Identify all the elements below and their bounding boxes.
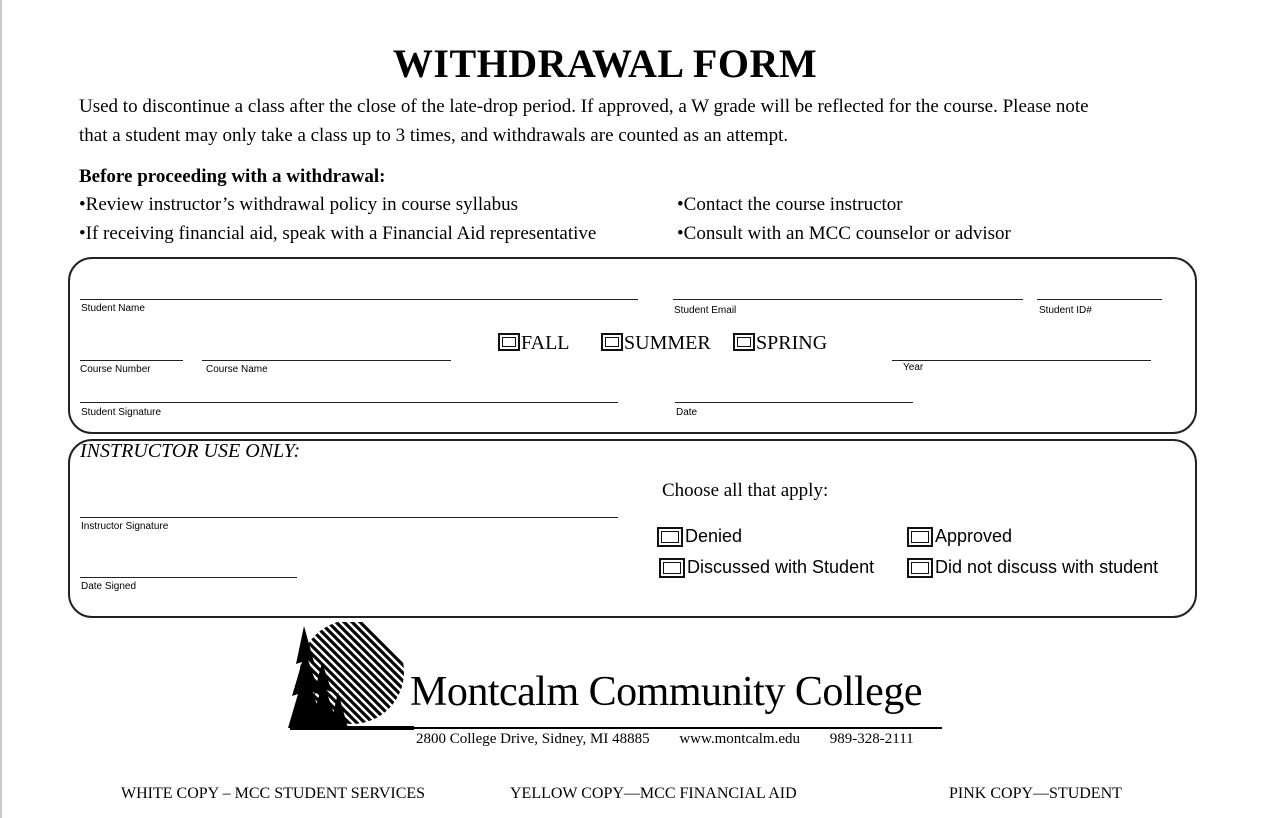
not-discussed-label: Did not discuss with student [935,557,1159,577]
term-summer-option[interactable] [601,332,711,355]
course-name-label: Course Name [206,364,268,375]
year-field[interactable] [892,360,1151,361]
approved-checkbox[interactable] [907,527,933,547]
instructor-signature-field[interactable] [80,517,618,518]
term-spring-option[interactable] [733,332,827,355]
course-number-field[interactable] [80,360,183,361]
term-spring-label: SPRING [756,332,828,354]
option-discussed[interactable] [659,557,874,578]
date-signed-label: Date Signed [81,581,137,592]
college-address: 2800 College Drive, Sidney, MI 48885 [416,731,650,747]
course-number-label: Course Number [80,364,151,375]
term-fall-label: FALL [521,332,570,354]
instructor-signature-label: Instructor Signature [81,521,169,532]
option-approved[interactable] [907,526,1012,547]
contact-line [416,731,940,748]
year-label: Year [903,362,924,373]
term-fall-option[interactable] [498,332,570,355]
college-logo-icon [286,622,416,734]
date-signed-field[interactable] [80,577,297,578]
date-label: Date [676,407,698,418]
bullet-financial-aid: •If receiving financial aid, speak with a Financial Aid representative [79,223,597,244]
choose-all-label: Choose all that apply: [662,480,829,501]
before-heading: Before proceeding with a withdrawal: [79,166,386,187]
option-not-discussed[interactable] [907,557,1158,578]
term-spring-checkbox[interactable] [733,333,755,351]
instructor-heading: INSTRUCTOR USE ONLY: [80,440,301,462]
student-id-field[interactable] [1037,299,1162,300]
discussed-checkbox[interactable] [659,558,685,578]
date-field[interactable] [675,402,913,403]
student-id-label: Student ID# [1039,305,1092,316]
instructor-section-box [68,439,1197,618]
copy-pink: PINK COPY—STUDENT [949,785,1122,802]
discussed-label: Discussed with Student [687,557,875,577]
course-name-field[interactable] [202,360,451,361]
form-title: WITHDRAWAL FORM [392,41,818,86]
student-signature-field[interactable] [80,402,618,403]
college-phone: 989-328-2111 [829,731,914,747]
denied-label: Denied [685,526,743,546]
copy-white: WHITE COPY – MCC STUDENT SERVICES [121,785,426,802]
option-denied[interactable] [657,526,742,547]
bullet-contact-instructor: •Contact the course instructor [677,194,903,215]
intro-line-2: that a student may only take a class up to 3 times, and withdrawals are counted as an attempt. [79,125,789,146]
copy-yellow: YELLOW COPY—MCC FINANCIAL AID [510,785,797,802]
student-email-label: Student Email [674,305,737,316]
denied-checkbox[interactable] [657,527,683,547]
bullet-consult-counselor: •Consult with an MCC counselor or advisor [677,223,1011,244]
approved-label: Approved [935,526,1013,546]
student-name-field[interactable] [80,299,638,300]
brand-rule [410,727,942,729]
student-email-field[interactable] [673,299,1023,300]
student-name-label: Student Name [81,303,145,314]
intro-line-1: Used to discontinue a class after the close of the late-drop period. If approved, a W grade will be reflected for the course. Please note [79,96,1089,117]
college-website: www.montcalm.edu [679,731,801,747]
student-signature-label: Student Signature [81,407,162,418]
term-fall-checkbox[interactable] [498,333,520,351]
college-name: Montcalm Community College [410,669,922,715]
not-discussed-checkbox[interactable] [907,558,933,578]
bullet-review-policy: •Review instructor’s withdrawal policy in course syllabus [79,194,518,215]
page-left-edge [0,0,2,818]
term-summer-checkbox[interactable] [601,333,623,351]
term-summer-label: SUMMER [624,332,711,354]
